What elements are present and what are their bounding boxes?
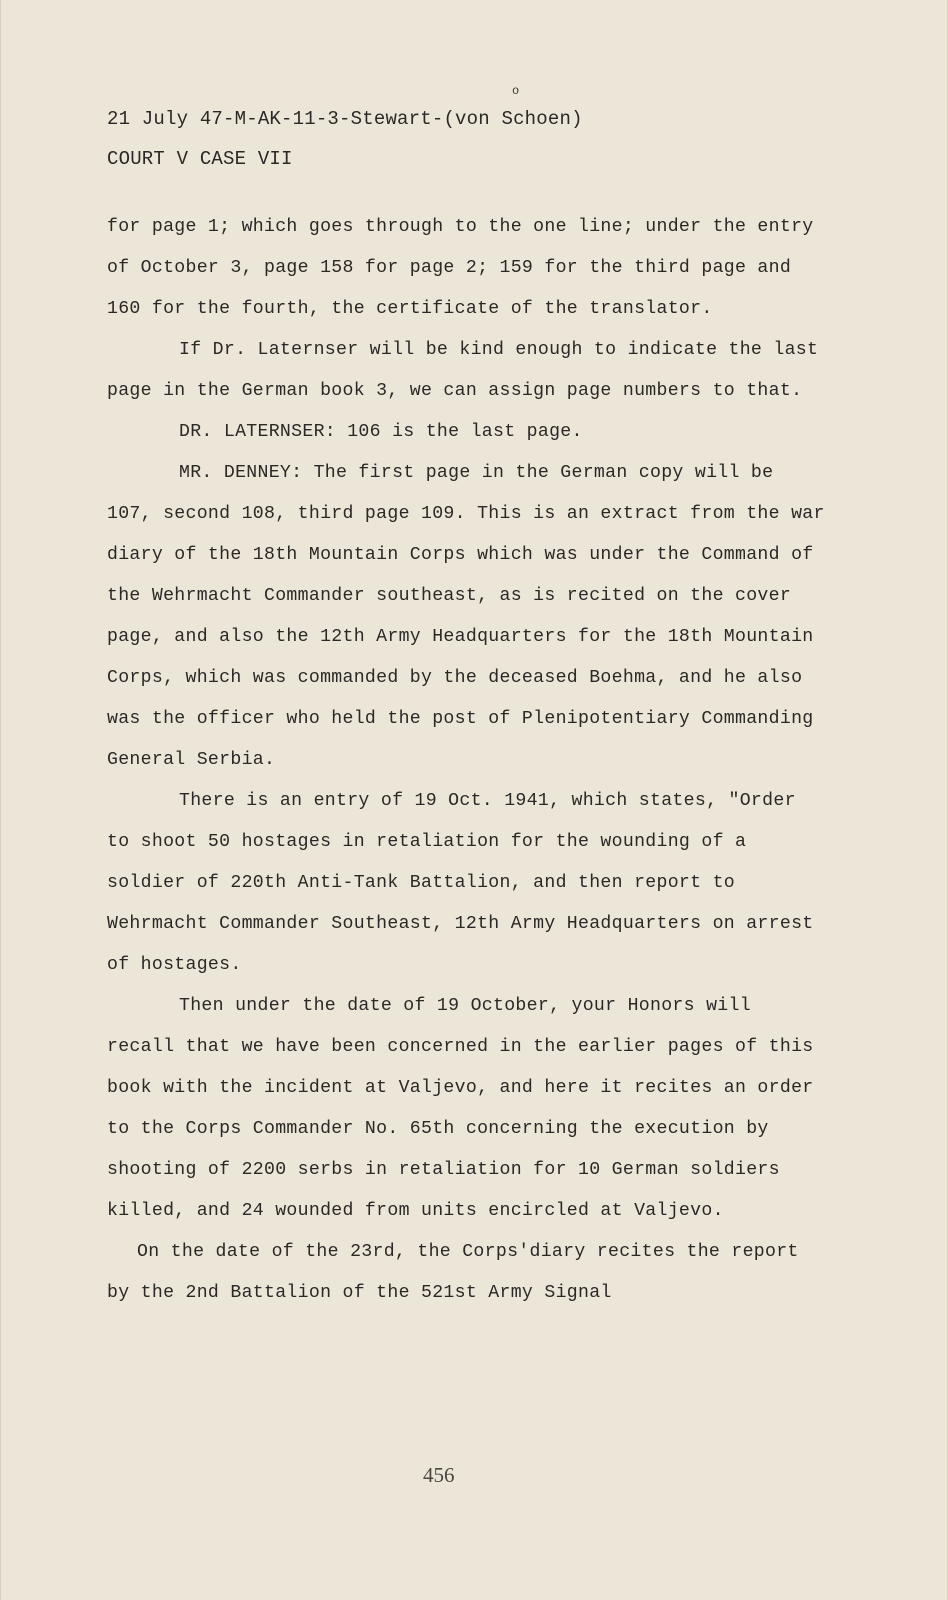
paragraph-2: If Dr. Laternser will be kind enough to indicate the last page in the German book 3, we can assign page numbers to that. bbox=[107, 340, 819, 401]
paragraph-1: for page 1; which goes through to the one line; under the entry of October 3, page 158 for page 2; 159 for the third page and 160 for the fourth, the certificate of the translator. bbox=[107, 217, 814, 319]
paragraph-4: MR. DENNEY: The first page in the German copy will be 107, second 108, third page 109. This is an extract from the war diary of the 18th Mountain Corps which was under the Command of the Wehrmacht Commander southeast, as is recited on the cover page, and also the 12th Army Headquarters for the 18th Mountain Corps, which was commanded by the deceased Boehma, and he also was the officer who held the post of Plenipotentiary Commanding General Serbia. bbox=[107, 463, 825, 770]
paragraph-6: Then under the date of 19 October, your Honors will recall that we have been concerned in the earlier pages of this book with the incident at Valjevo, and here it recites an order to the Corps Commander No. 65th concerning the execution by shooting of 2200 serbs in retaliation for 10 German soldiers killed, and 24 wounded from units encircled at Valjevo. bbox=[107, 996, 814, 1221]
transcript-body bbox=[107, 207, 827, 1314]
header-reference: 21 July 47-M-AK-11-3-Stewart-(von Schoen) bbox=[107, 108, 583, 130]
stray-mark: o bbox=[512, 84, 520, 98]
paragraph-5: There is an entry of 19 Oct. 1941, which states, "Order to shoot 50 hostages in retaliation for the wounding of a soldier of 220th Anti-Tank Battalion, and then report to Wehrmacht Commander Southeast, 12th Army Headquarters on arrest of hostages. bbox=[107, 791, 814, 975]
header-court-case: COURT V CASE VII bbox=[107, 148, 293, 170]
paragraph-7: On the date of the 23rd, the Corps'diary recites the report by the 2nd Battalion of the 521st Army Signal bbox=[107, 1242, 799, 1303]
paragraph-3: DR. LATERNSER: 106 is the last page. bbox=[179, 422, 583, 442]
page-number: 456 bbox=[423, 1463, 455, 1487]
